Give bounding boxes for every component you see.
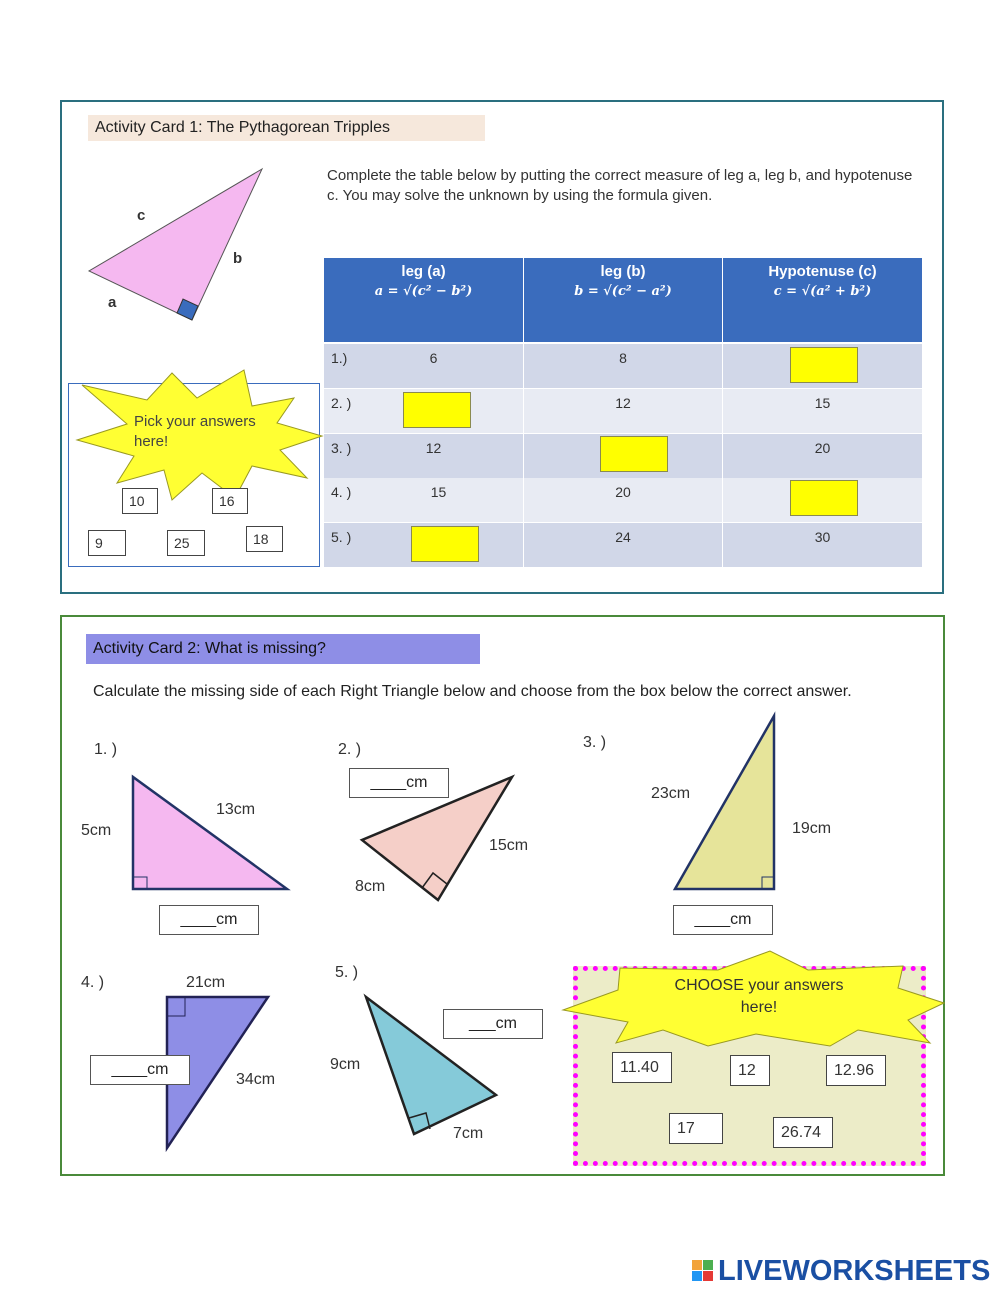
problem-3-side-a: 19cm bbox=[792, 820, 832, 837]
row-label: 3. ) bbox=[331, 440, 352, 456]
choose-answers-text: CHOOSE your answers here! bbox=[674, 977, 844, 1016]
card2-title: Activity Card 2: What is missing? bbox=[86, 634, 480, 664]
table-row bbox=[324, 523, 922, 567]
choice-chip[interactable]: 25 bbox=[167, 530, 205, 556]
problem-2-side-a: 8cm bbox=[355, 878, 386, 895]
problem-4-side-c: 34cm bbox=[236, 1071, 276, 1088]
problem-1-answer-input[interactable]: ____cm bbox=[159, 905, 259, 935]
cell-c: 30 bbox=[814, 529, 831, 545]
row-label: 4. ) bbox=[331, 484, 352, 500]
pick-answers-text: Pick your answers here! bbox=[134, 413, 256, 450]
answer-box-row4-c[interactable] bbox=[790, 480, 858, 516]
row-label: 2. ) bbox=[331, 395, 352, 411]
cell-b: 8 bbox=[619, 350, 627, 366]
problem-1-triangle bbox=[125, 770, 295, 895]
problem-1-side-c: 13cm bbox=[216, 801, 256, 818]
choice-chip[interactable]: 12 bbox=[730, 1055, 770, 1086]
table-row bbox=[324, 389, 922, 433]
problem-1-side-a: 5cm bbox=[81, 822, 112, 839]
cell-a: 12 bbox=[425, 440, 442, 456]
card1-title: Activity Card 1: The Pythagorean Tripples bbox=[88, 115, 485, 141]
choice-chip[interactable]: 9 bbox=[88, 530, 126, 556]
card1-label-b: b bbox=[233, 250, 243, 267]
card1-label-c: c bbox=[137, 207, 146, 224]
answer-box-row5-a[interactable] bbox=[411, 526, 479, 562]
choice-chip[interactable]: 17 bbox=[669, 1113, 723, 1144]
problem-5-side-a: 9cm bbox=[330, 1056, 361, 1073]
liveworksheets-logo-icon bbox=[692, 1260, 714, 1282]
problem-3-answer-input[interactable]: ____cm bbox=[673, 905, 773, 935]
answer-box-row3-b[interactable] bbox=[600, 436, 668, 472]
liveworksheets-brand: LIVEWORKSHEETS bbox=[718, 1255, 991, 1287]
problem-3-number: 3. ) bbox=[583, 734, 607, 751]
problem-4-side-b: 21cm bbox=[186, 974, 226, 991]
problem-2-side-b: 15cm bbox=[489, 837, 529, 854]
header-leg-b-formula: b = √(c² − a²) bbox=[574, 284, 672, 299]
choice-chip[interactable]: 12.96 bbox=[826, 1055, 886, 1086]
table-row bbox=[324, 478, 922, 522]
header-hypotenuse bbox=[723, 258, 922, 342]
problem-5-answer-input[interactable]: ___cm bbox=[443, 1009, 543, 1039]
table-row bbox=[324, 344, 922, 388]
card1-label-a: a bbox=[108, 294, 117, 311]
cell-c: 20 bbox=[814, 440, 831, 456]
answer-box-row1-c[interactable] bbox=[790, 347, 858, 383]
problem-5-side-b: 7cm bbox=[453, 1125, 484, 1142]
pythagorean-table bbox=[324, 258, 922, 568]
choice-chip[interactable]: 18 bbox=[246, 526, 283, 552]
cell-a: 15 bbox=[430, 484, 447, 500]
card1-instructions: Complete the table below by putting the correct measure of leg a, leg b, and hypotenuse c. You may solve the unknown by using the formula given. bbox=[327, 167, 913, 204]
cell-c: 15 bbox=[814, 395, 831, 411]
card2-instructions: Calculate the missing side of each Right Triangle below and choose from the box below the correct answer. bbox=[93, 683, 852, 700]
choice-chip[interactable]: 10 bbox=[122, 488, 158, 514]
problem-5-number: 5. ) bbox=[335, 964, 359, 981]
table-row bbox=[324, 434, 922, 478]
choice-chip[interactable]: 11.40 bbox=[612, 1052, 672, 1083]
header-leg-a-formula: a = √(c² − b²) bbox=[374, 284, 473, 299]
cell-b: 12 bbox=[615, 395, 631, 411]
header-hypotenuse-title: Hypotenuse (c) bbox=[768, 263, 877, 280]
header-leg-b-title: leg (b) bbox=[600, 263, 646, 280]
choice-chip[interactable]: 16 bbox=[212, 488, 248, 514]
choice-chip[interactable]: 26.74 bbox=[773, 1117, 833, 1148]
header-hypotenuse-formula: c = √(a² + b²) bbox=[773, 284, 872, 299]
cell-a: 6 bbox=[429, 350, 438, 366]
problem-4-number: 4. ) bbox=[81, 974, 105, 991]
problem-2-number: 2. ) bbox=[338, 741, 362, 758]
header-leg-a-title: leg (a) bbox=[401, 263, 446, 280]
problem-4-answer-input[interactable]: ____cm bbox=[90, 1055, 190, 1085]
row-label: 1.) bbox=[331, 350, 348, 366]
problem-2-answer-input[interactable]: ____cm bbox=[349, 768, 449, 798]
row-label: 5. ) bbox=[331, 529, 352, 545]
problem-3-side-c: 23cm bbox=[651, 785, 691, 802]
cell-b: 20 bbox=[615, 484, 631, 500]
header-leg-a bbox=[324, 258, 524, 342]
header-leg-b bbox=[524, 258, 723, 342]
problem-1-number: 1. ) bbox=[94, 741, 118, 758]
cell-b: 24 bbox=[615, 529, 631, 545]
answer-box-row2-a[interactable] bbox=[403, 392, 471, 428]
